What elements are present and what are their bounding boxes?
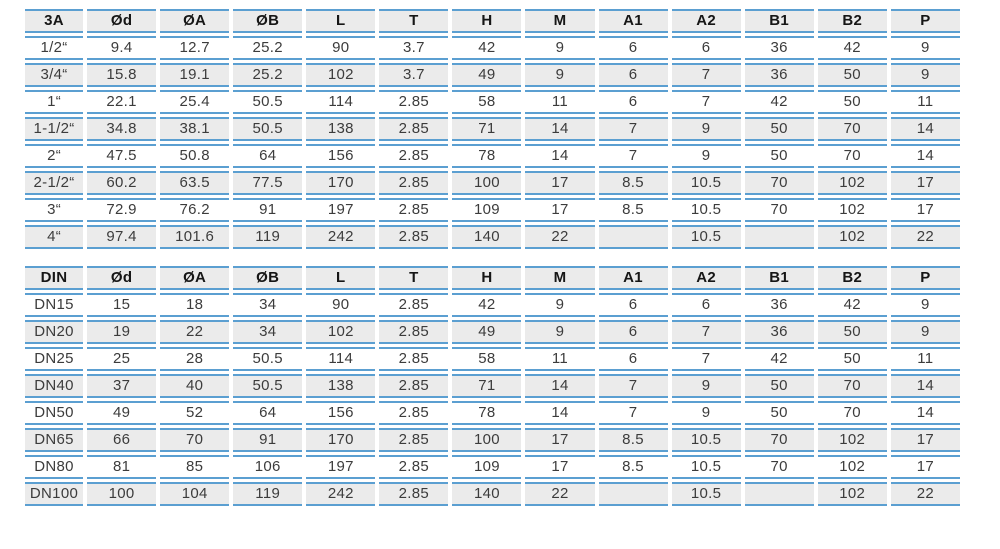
- cell: 9: [672, 144, 741, 168]
- cell: 9: [525, 36, 594, 60]
- cell: 70: [745, 171, 814, 195]
- cell: 70: [160, 428, 229, 452]
- cell: 49: [87, 401, 156, 425]
- table-row: [25, 90, 960, 114]
- cell: 102: [818, 482, 887, 506]
- cell: 138: [306, 374, 375, 398]
- cell: 22: [525, 482, 594, 506]
- cell: 10.5: [672, 171, 741, 195]
- cell: 22: [525, 225, 594, 249]
- cell: 2.85: [379, 320, 448, 344]
- cell: 101.6: [160, 225, 229, 249]
- column-header: Ød: [87, 266, 156, 290]
- cell: 19.1: [160, 63, 229, 87]
- header-row: [25, 9, 960, 33]
- cell: 70: [745, 455, 814, 479]
- table-row: [25, 320, 960, 344]
- cell: 17: [891, 198, 960, 222]
- cell: 119: [233, 482, 302, 506]
- cell: 109: [452, 455, 521, 479]
- column-header: A2: [672, 9, 741, 33]
- cell: 58: [452, 90, 521, 114]
- cell: 78: [452, 144, 521, 168]
- cell: 9: [672, 401, 741, 425]
- dimensions-table-3a: [21, 6, 964, 252]
- column-header: T: [379, 9, 448, 33]
- cell: 22: [160, 320, 229, 344]
- cell: DN40: [25, 374, 83, 398]
- cell: 70: [818, 117, 887, 141]
- cell: 50: [818, 63, 887, 87]
- cell: DN100: [25, 482, 83, 506]
- cell: 14: [525, 374, 594, 398]
- cell: 12.7: [160, 36, 229, 60]
- cell: 42: [745, 90, 814, 114]
- cell: 6: [672, 293, 741, 317]
- cell: 66: [87, 428, 156, 452]
- cell: 28: [160, 347, 229, 371]
- table-row: [25, 171, 960, 195]
- cell: 70: [818, 401, 887, 425]
- cell: 50: [745, 401, 814, 425]
- cell: 114: [306, 90, 375, 114]
- cell: 34: [233, 320, 302, 344]
- cell: 91: [233, 198, 302, 222]
- cell: 11: [891, 90, 960, 114]
- cell: 42: [452, 36, 521, 60]
- cell: 197: [306, 198, 375, 222]
- dimensions-table-din: [21, 263, 964, 509]
- column-header: ØA: [160, 9, 229, 33]
- cell: DN80: [25, 455, 83, 479]
- cell: 50.5: [233, 374, 302, 398]
- cell: 34.8: [87, 117, 156, 141]
- cell: 50: [745, 374, 814, 398]
- column-header: T: [379, 266, 448, 290]
- cell: 6: [672, 36, 741, 60]
- cell: 97.4: [87, 225, 156, 249]
- column-header: L: [306, 9, 375, 33]
- column-header: A1: [599, 9, 668, 33]
- cell: 100: [87, 482, 156, 506]
- cell: 71: [452, 117, 521, 141]
- cell: 60.2: [87, 171, 156, 195]
- column-header: Ød: [87, 9, 156, 33]
- cell: 49: [452, 63, 521, 87]
- cell: 104: [160, 482, 229, 506]
- cell: 109: [452, 198, 521, 222]
- cell: 2.85: [379, 401, 448, 425]
- table-row: [25, 428, 960, 452]
- cell: 9: [891, 36, 960, 60]
- table-row: [25, 401, 960, 425]
- column-header: M: [525, 266, 594, 290]
- column-header: M: [525, 9, 594, 33]
- cell: DN20: [25, 320, 83, 344]
- cell: 242: [306, 225, 375, 249]
- cell: 72.9: [87, 198, 156, 222]
- table-row: [25, 293, 960, 317]
- table-row: [25, 225, 960, 249]
- cell: 2“: [25, 144, 83, 168]
- cell: 17: [525, 455, 594, 479]
- cell: 8.5: [599, 455, 668, 479]
- column-header: B1: [745, 266, 814, 290]
- cell: 14: [525, 401, 594, 425]
- cell: 3/4“: [25, 63, 83, 87]
- column-header: H: [452, 266, 521, 290]
- cell: 50: [818, 320, 887, 344]
- cell: 100: [452, 428, 521, 452]
- cell: 77.5: [233, 171, 302, 195]
- cell: 1-1/2“: [25, 117, 83, 141]
- cell: 25.2: [233, 63, 302, 87]
- cell: 36: [745, 293, 814, 317]
- table-row: [25, 198, 960, 222]
- cell: 3.7: [379, 63, 448, 87]
- cell: 42: [818, 36, 887, 60]
- cell: 2.85: [379, 482, 448, 506]
- cell: 17: [891, 171, 960, 195]
- cell: 119: [233, 225, 302, 249]
- column-header: A2: [672, 266, 741, 290]
- cell: 70: [818, 144, 887, 168]
- cell: 9: [891, 320, 960, 344]
- cell: 6: [599, 347, 668, 371]
- cell: 36: [745, 36, 814, 60]
- cell: 10.5: [672, 198, 741, 222]
- cell: 81: [87, 455, 156, 479]
- cell: 9.4: [87, 36, 156, 60]
- cell: 9: [525, 320, 594, 344]
- cell: 64: [233, 144, 302, 168]
- column-header: P: [891, 9, 960, 33]
- cell: 52: [160, 401, 229, 425]
- cell: 63.5: [160, 171, 229, 195]
- cell: 17: [525, 428, 594, 452]
- cell: 9: [891, 63, 960, 87]
- cell: 14: [891, 374, 960, 398]
- cell: 42: [452, 293, 521, 317]
- table-row: [25, 482, 960, 506]
- cell: 9: [525, 293, 594, 317]
- cell: 50: [818, 90, 887, 114]
- cell: 47.5: [87, 144, 156, 168]
- cell: 6: [599, 90, 668, 114]
- cell: DN50: [25, 401, 83, 425]
- column-header: 3A: [25, 9, 83, 33]
- cell: 70: [745, 198, 814, 222]
- table-row: [25, 36, 960, 60]
- table-row: [25, 63, 960, 87]
- cell: 7: [599, 401, 668, 425]
- cell: 14: [525, 117, 594, 141]
- cell: 90: [306, 36, 375, 60]
- column-header: ØB: [233, 266, 302, 290]
- cell: 197: [306, 455, 375, 479]
- cell: 14: [891, 144, 960, 168]
- cell: DN65: [25, 428, 83, 452]
- cell: 50: [745, 144, 814, 168]
- column-header: B2: [818, 266, 887, 290]
- cell: 50: [745, 117, 814, 141]
- cell: 140: [452, 482, 521, 506]
- cell: 42: [818, 293, 887, 317]
- cell: 40: [160, 374, 229, 398]
- cell: 2.85: [379, 198, 448, 222]
- cell: 2.85: [379, 374, 448, 398]
- cell: 19: [87, 320, 156, 344]
- column-header: A1: [599, 266, 668, 290]
- cell: 10.5: [672, 225, 741, 249]
- cell: 8.5: [599, 428, 668, 452]
- cell: 3“: [25, 198, 83, 222]
- cell: 22: [891, 482, 960, 506]
- cell: 36: [745, 320, 814, 344]
- cell: 7: [672, 320, 741, 344]
- cell: 34: [233, 293, 302, 317]
- cell: 50.5: [233, 117, 302, 141]
- cell: 2.85: [379, 347, 448, 371]
- cell: 78: [452, 401, 521, 425]
- cell: 9: [672, 374, 741, 398]
- cell: 2-1/2“: [25, 171, 83, 195]
- cell: [745, 482, 814, 506]
- cell: 106: [233, 455, 302, 479]
- cell: 2.85: [379, 117, 448, 141]
- cell: 71: [452, 374, 521, 398]
- cell: 50: [818, 347, 887, 371]
- cell: [745, 225, 814, 249]
- table-row: [25, 347, 960, 371]
- cell: 15.8: [87, 63, 156, 87]
- cell: 100: [452, 171, 521, 195]
- cell: 9: [672, 117, 741, 141]
- cell: 8.5: [599, 198, 668, 222]
- cell: [599, 482, 668, 506]
- table-row: [25, 117, 960, 141]
- cell: 102: [818, 171, 887, 195]
- cell: [599, 225, 668, 249]
- column-header: L: [306, 266, 375, 290]
- cell: 8.5: [599, 171, 668, 195]
- cell: 7: [672, 347, 741, 371]
- cell: 58: [452, 347, 521, 371]
- cell: 2.85: [379, 455, 448, 479]
- cell: 7: [672, 63, 741, 87]
- cell: 7: [672, 90, 741, 114]
- column-header: ØB: [233, 9, 302, 33]
- table-row: [25, 374, 960, 398]
- header-row: [25, 266, 960, 290]
- cell: 76.2: [160, 198, 229, 222]
- cell: 11: [891, 347, 960, 371]
- cell: 37: [87, 374, 156, 398]
- cell: 170: [306, 428, 375, 452]
- table-row: [25, 455, 960, 479]
- cell: 102: [818, 455, 887, 479]
- cell: 2.85: [379, 225, 448, 249]
- cell: 6: [599, 293, 668, 317]
- cell: 102: [818, 225, 887, 249]
- cell: 10.5: [672, 455, 741, 479]
- cell: 64: [233, 401, 302, 425]
- cell: 17: [525, 171, 594, 195]
- cell: 9: [525, 63, 594, 87]
- column-header: P: [891, 266, 960, 290]
- cell: 42: [745, 347, 814, 371]
- column-header: H: [452, 9, 521, 33]
- cell: 14: [525, 144, 594, 168]
- cell: 90: [306, 293, 375, 317]
- cell: 156: [306, 144, 375, 168]
- cell: 49: [452, 320, 521, 344]
- cell: 36: [745, 63, 814, 87]
- cell: 70: [745, 428, 814, 452]
- cell: 102: [306, 63, 375, 87]
- cell: 140: [452, 225, 521, 249]
- cell: 25.4: [160, 90, 229, 114]
- cell: 7: [599, 374, 668, 398]
- cell: 22.1: [87, 90, 156, 114]
- cell: 18: [160, 293, 229, 317]
- cell: 102: [818, 198, 887, 222]
- cell: 11: [525, 347, 594, 371]
- cell: 85: [160, 455, 229, 479]
- cell: 2.85: [379, 90, 448, 114]
- cell: 7: [599, 144, 668, 168]
- cell: 1“: [25, 90, 83, 114]
- cell: 14: [891, 117, 960, 141]
- column-header: B2: [818, 9, 887, 33]
- cell: 14: [891, 401, 960, 425]
- cell: 138: [306, 117, 375, 141]
- cell: 11: [525, 90, 594, 114]
- cell: 91: [233, 428, 302, 452]
- cell: 242: [306, 482, 375, 506]
- cell: 7: [599, 117, 668, 141]
- cell: 102: [818, 428, 887, 452]
- cell: DN15: [25, 293, 83, 317]
- cell: 17: [525, 198, 594, 222]
- cell: 156: [306, 401, 375, 425]
- cell: 3.7: [379, 36, 448, 60]
- cell: 4“: [25, 225, 83, 249]
- cell: 2.85: [379, 293, 448, 317]
- cell: 50.5: [233, 90, 302, 114]
- cell: 10.5: [672, 482, 741, 506]
- cell: 17: [891, 428, 960, 452]
- cell: 50.5: [233, 347, 302, 371]
- cell: 25: [87, 347, 156, 371]
- cell: 9: [891, 293, 960, 317]
- cell: 15: [87, 293, 156, 317]
- cell: 22: [891, 225, 960, 249]
- cell: DN25: [25, 347, 83, 371]
- column-header: ØA: [160, 266, 229, 290]
- cell: 2.85: [379, 144, 448, 168]
- cell: 50.8: [160, 144, 229, 168]
- cell: 2.85: [379, 171, 448, 195]
- table-row: [25, 144, 960, 168]
- cell: 102: [306, 320, 375, 344]
- cell: 10.5: [672, 428, 741, 452]
- cell: 6: [599, 63, 668, 87]
- column-header: DIN: [25, 266, 83, 290]
- cell: 70: [818, 374, 887, 398]
- cell: 38.1: [160, 117, 229, 141]
- cell: 25.2: [233, 36, 302, 60]
- cell: 17: [891, 455, 960, 479]
- cell: 2.85: [379, 428, 448, 452]
- cell: 114: [306, 347, 375, 371]
- cell: 170: [306, 171, 375, 195]
- cell: 6: [599, 36, 668, 60]
- cell: 1/2“: [25, 36, 83, 60]
- cell: 6: [599, 320, 668, 344]
- column-header: B1: [745, 9, 814, 33]
